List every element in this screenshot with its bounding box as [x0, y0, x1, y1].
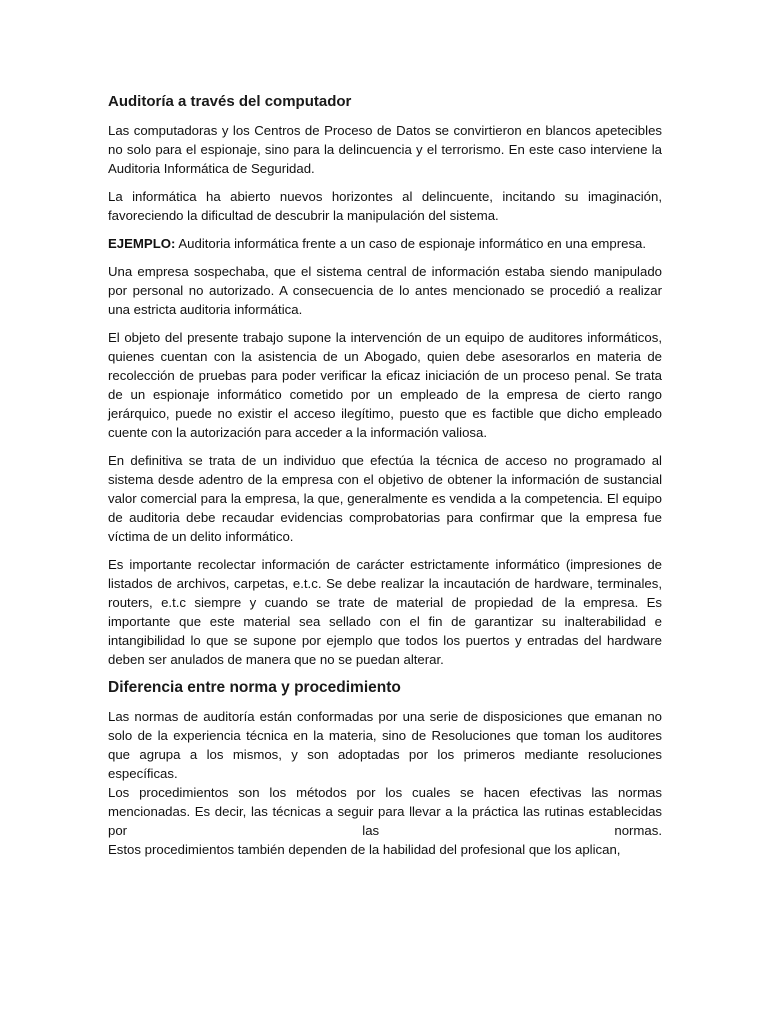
paragraph-ejemplo	[108, 234, 662, 253]
section-heading-diferencia: Diferencia entre norma y procedimiento	[108, 679, 401, 696]
paragraph-en-definitiva: En definitiva se trata de un individuo que efectúa la técnica de acceso no programado al sistema desde adentro de la empresa con el objetivo de obtener la información de sustancial valor comercial para la empresa, la que, generalmente es vendida a la competencia. El equipo de auditoria debe recaudar evidencias comprobatorias para confirmar que la empresa fue víctima de un delito informático.	[108, 453, 662, 544]
paragraph-normas: Las normas de auditoría están conformadas por una serie de disposiciones que emanan no solo de la experiencia técnica en la materia, sino de Resoluciones que toman los auditores que agrupa a los mismos, y son adoptadas por los primeros mediante resoluciones específicas.	[108, 709, 662, 781]
paragraph-computadoras: Las computadoras y los Centros de Proceso de Datos se convirtieron en blancos apetecibles no solo para el espionaje, sino para la delincuencia y el terrorismo. En este caso interviene la Auditoria Informática de Seguridad.	[108, 123, 662, 176]
paragraph-habilidad: Estos procedimientos también dependen de la habilidad del profesional que los aplican,	[108, 842, 621, 857]
paragraph-recolectar: Es importante recolectar información de carácter estrictamente informático (impresiones de listados de archivos, carpetas, e.t.c. Se debe realizar la incautación de hardware, terminales, routers, e.t.c siempre y cuando se trate de material de propiedad de la empresa. Es importante que este material sea sellado con el fin de garantizar su inalterabilidad e intangibilidad lo que se supone por ejemplo que todos los puertos y entradas del hardware deben ser anulados de manera que no se puedan alterar.	[108, 557, 662, 667]
ejemplo-label: EJEMPLO:	[108, 236, 176, 251]
paragraph-objeto-trabajo: El objeto del presente trabajo supone la intervención de un equipo de auditores informáticos, quienes cuentan con la asistencia de un Abogado, quien debe asesorarlos en materia de recolección de pruebas para poder verificar la eficaz iniciación de un proceso penal. Se trata de un espionaje informático cometido por un empleado de la empresa de cierto rango jerárquico, puede no existir el acceso ilegítimo, puesto que es factible que dicho empleado cuente con la autorización para acceder a la información valiosa.	[108, 330, 662, 440]
document-page	[108, 92, 662, 859]
paragraph-empresa-sospechaba: Una empresa sospechaba, que el sistema central de información estaba siendo manipulado por personal no autorizado. A consecuencia de lo antes mencionado se procedió a realizar una estricta auditoria informática.	[108, 264, 662, 317]
paragraph-procedimientos: Los procedimientos son los métodos por los cuales se hacen efectivas las normas mencionadas. Es decir, las técnicas a seguir para llevar a la práctica las rutinas establecidas por las normas.	[108, 785, 662, 838]
ejemplo-text: Auditoria informática frente a un caso de espionaje informático en una empresa.	[175, 236, 647, 251]
section-heading-auditoria: Auditoría a través del computador	[108, 93, 352, 110]
paragraph-informatica: La informática ha abierto nuevos horizontes al delincuente, incitando su imaginación, favoreciendo la dificultad de descubrir la manipulación del sistema.	[108, 189, 662, 223]
